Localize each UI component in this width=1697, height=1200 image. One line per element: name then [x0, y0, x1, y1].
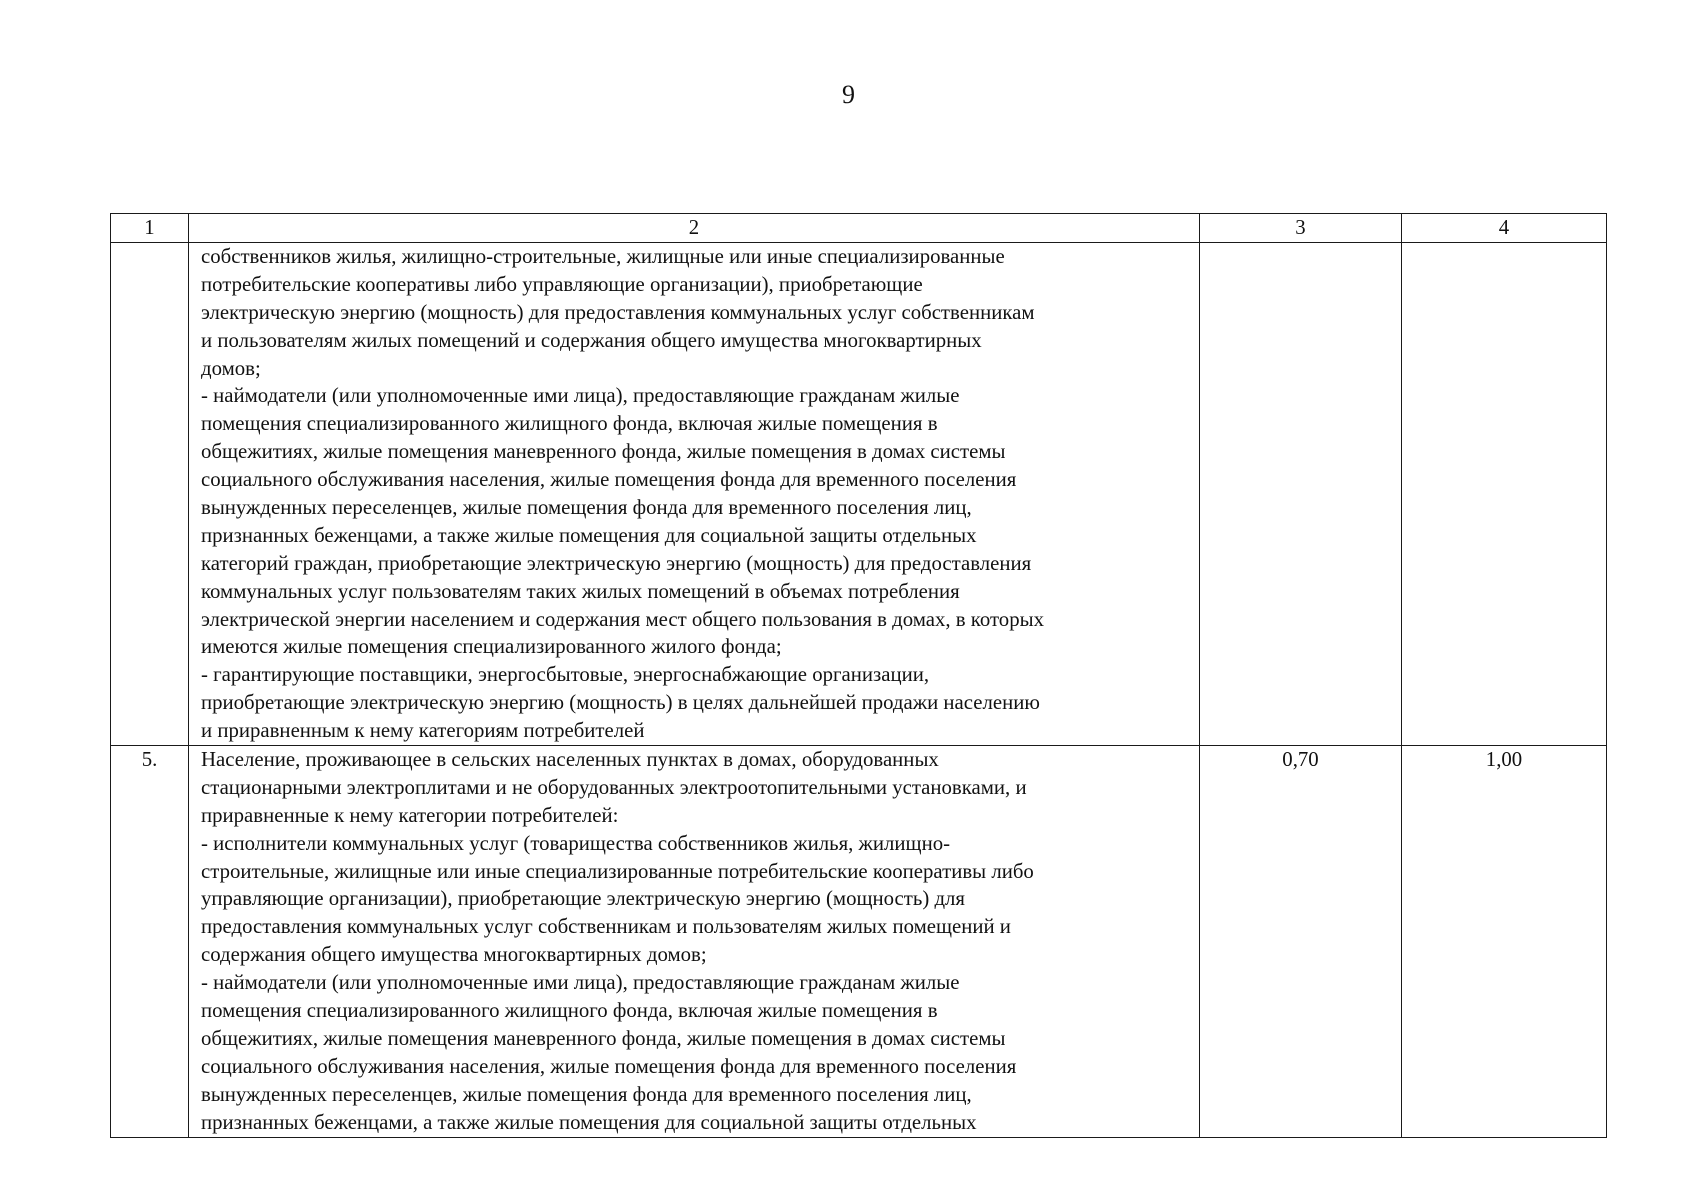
text-line: помещения специализированного жилищного фонда, включая жилые помещения в [201, 999, 938, 1023]
text-line: управляющие организации), приобретающие электрическую энергию (мощность) для [201, 887, 966, 911]
text-line: - исполнители коммунальных услуг (товарищества собственников жилья, жилищно- [201, 831, 951, 855]
header-cell-4: 4 [1402, 214, 1607, 243]
tariff-table [110, 213, 1607, 1138]
text-line: общежитиях, жилые помещения маневренного фонда, жилые помещения в домах системы [201, 440, 1006, 464]
text-line: признанных беженцами, а также жилые помещения для социальной защиты отдельных [201, 1110, 977, 1134]
text-line: социального обслуживания населения, жилые помещения фонда для временного поселения [201, 468, 1017, 492]
text-line: приравненные к нему категории потребителей: [201, 803, 619, 827]
text-line: приобретающие электрическую энергию (мощность) в целях дальнейшей продажи населению [201, 691, 1040, 715]
text-line: Население, проживающее в сельских населенных пунктах в домах, оборудованных [201, 748, 939, 772]
text-line: стационарными электроплитами и не оборудованных электроотопительными установками, и [201, 775, 1027, 799]
text-line: общежитиях, жилые помещения маневренного фонда, жилые помещения в домах системы [201, 1026, 1006, 1050]
header-cell-1: 1 [111, 214, 189, 243]
header-cell-2: 2 [189, 214, 1200, 243]
text-line: строительные, жилищные или иные специализированные потребительские кооперативы либо [201, 859, 1034, 883]
text-line: - гарантирующие поставщики, энергосбытовые, энергоснабжающие организации, [201, 663, 930, 687]
text-line: имеются жилые помещения специализированного жилого фонда; [201, 635, 782, 659]
text-line: - наймодатели (или уполномоченные ими лица), предоставляющие гражданам жилые [201, 384, 960, 408]
text-line: коммунальных услуг пользователям таких жилых помещений в объемах потребления [201, 579, 960, 603]
table-row [111, 243, 1607, 746]
row-number [111, 243, 189, 746]
text-line: социального обслуживания населения, жилые помещения фонда для временного поселения [201, 1054, 1017, 1078]
text-line: содержания общего имущества многоквартирных домов; [201, 943, 707, 967]
text-line: категорий граждан, приобретающие электрическую энергию (мощность) для предоставления [201, 551, 1032, 575]
text-line: вынужденных переселенцев, жилые помещения фонда для временного поселения лиц, [201, 496, 972, 520]
text-line: потребительские кооперативы либо управляющие организации), приобретающие [201, 272, 923, 296]
row-value-col3: 0,70 [1200, 746, 1402, 1137]
text-line: домов; [201, 356, 261, 380]
page-number: 9 [842, 80, 855, 109]
row-value-col4: 1,00 [1402, 746, 1607, 1137]
text-line: электрическую энергию (мощность) для предоставления коммунальных услуг собственникам [201, 300, 1035, 324]
text-line: предоставления коммунальных услуг собственникам и пользователям жилых помещений и [201, 915, 1011, 939]
text-line: признанных беженцами, а также жилые помещения для социальной защиты отдельных [201, 523, 977, 547]
row-value-col3 [1200, 243, 1402, 746]
text-line: помещения специализированного жилищного фонда, включая жилые помещения в [201, 412, 938, 436]
table-row [111, 746, 1607, 1137]
text-line: собственников жилья, жилищно-строительные, жилищные или иные специализированные [201, 245, 1005, 268]
row-description [189, 746, 1200, 1137]
row-value-col4 [1402, 243, 1607, 746]
row-description [189, 243, 1200, 746]
text-line: и приравненным к нему категориям потребителей [201, 719, 645, 743]
text-line: вынужденных переселенцев, жилые помещения фонда для временного поселения лиц, [201, 1082, 972, 1106]
table-header-row [111, 214, 1607, 243]
row-number: 5. [111, 746, 189, 1137]
header-cell-3: 3 [1200, 214, 1402, 243]
text-line: - наймодатели (или уполномоченные ими лица), предоставляющие гражданам жилые [201, 971, 960, 995]
text-line: электрической энергии населением и содержания мест общего пользования в домах, в которых [201, 607, 1044, 631]
text-line: и пользователям жилых помещений и содержания общего имущества многоквартирных [201, 328, 982, 352]
